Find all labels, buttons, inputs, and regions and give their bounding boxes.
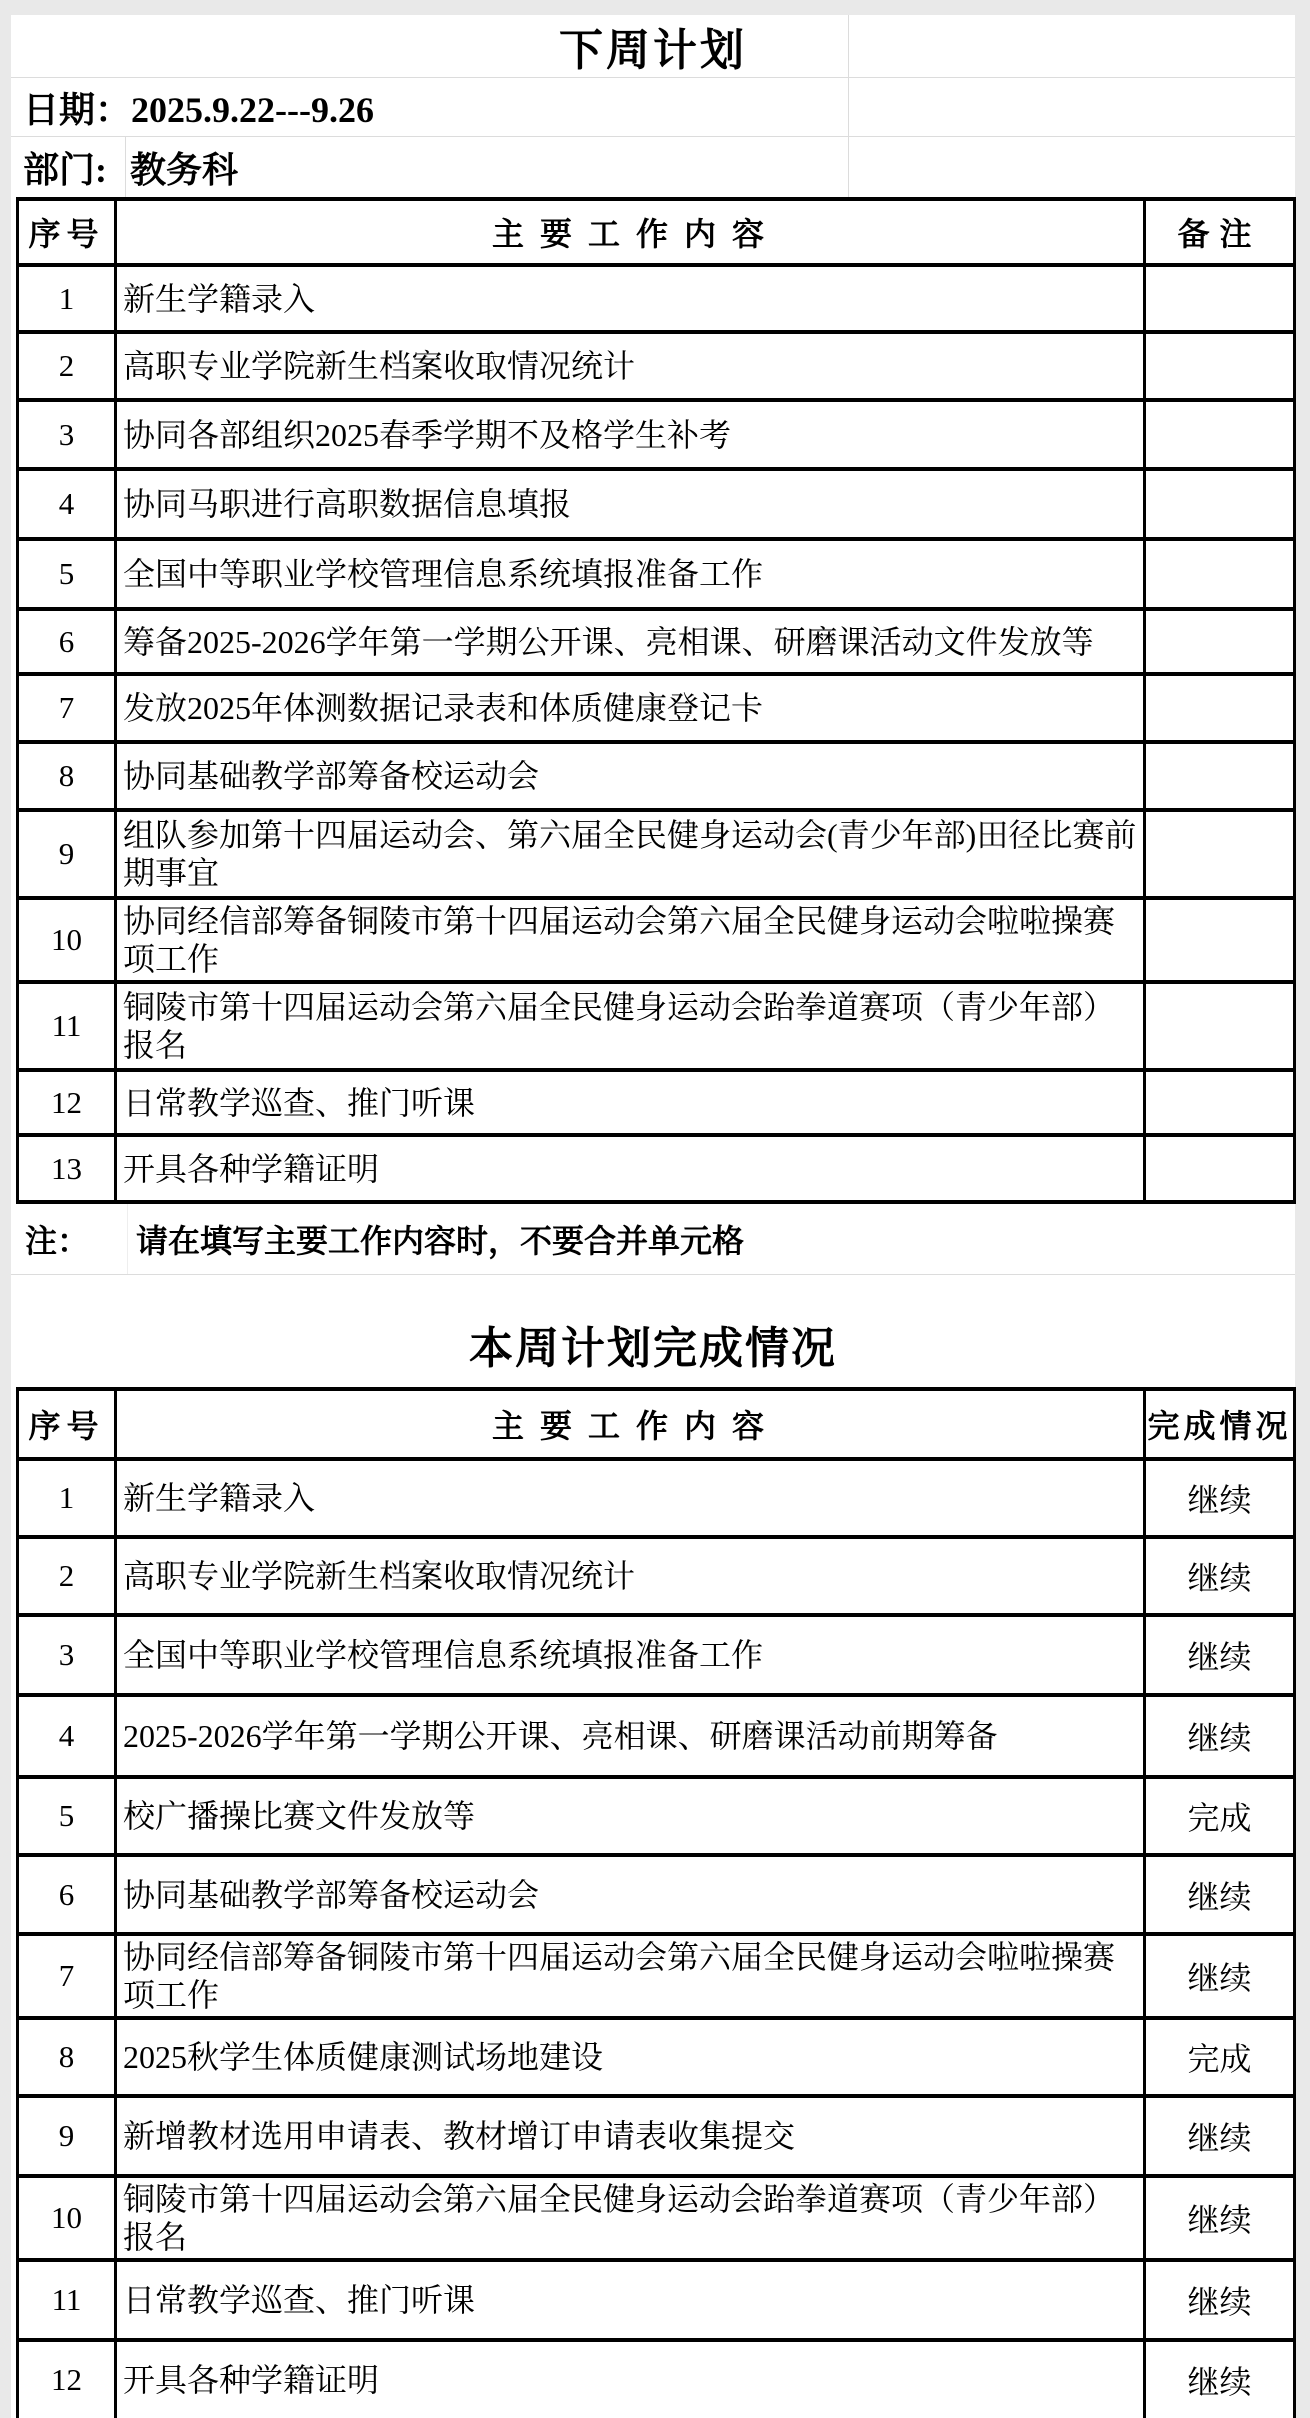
table-header-row	[18, 199, 1295, 265]
row-remark-cell	[1145, 674, 1295, 742]
row-remark-cell	[1145, 469, 1295, 539]
row-remark-cell	[1145, 810, 1295, 898]
row-content: 筹备2025-2026学年第一学期公开课、亮相课、研磨课活动文件发放等	[116, 609, 1145, 674]
table-row	[18, 1070, 1295, 1135]
row-number: 5	[18, 539, 116, 609]
row-status: 继续	[1145, 2096, 1295, 2176]
row-number: 9	[18, 2096, 116, 2176]
row-number: 12	[18, 2340, 116, 2418]
table-row	[18, 1855, 1295, 1934]
table-row	[18, 1695, 1295, 1777]
row-content: 新生学籍录入	[116, 265, 1145, 332]
row-number: 11	[18, 982, 116, 1070]
note-label: 注：	[11, 1204, 128, 1274]
row-status: 继续	[1145, 1459, 1295, 1537]
col-header-remark: 备注	[1145, 199, 1295, 265]
table-row	[18, 609, 1295, 674]
table-row	[18, 898, 1295, 982]
row-status: 继续	[1145, 2340, 1295, 2418]
row-remark-cell	[1145, 265, 1295, 332]
row-content: 开具各种学籍证明	[116, 2340, 1145, 2418]
row-number: 1	[18, 1459, 116, 1537]
row-remark-cell	[1145, 742, 1295, 810]
note-text: 请在填写主要工作内容时，不要合并单元格	[136, 1223, 745, 1259]
table-row	[18, 332, 1295, 400]
table-row	[18, 1934, 1295, 2018]
row-content: 新增教材选用申请表、教材增订申请表收集提交	[116, 2096, 1145, 2176]
row-remark-cell	[1145, 400, 1295, 469]
table-row	[18, 2018, 1295, 2096]
row-number: 1	[18, 265, 116, 332]
table-row	[18, 1537, 1295, 1615]
table-row	[18, 674, 1295, 742]
row-number: 11	[18, 2260, 116, 2340]
row-content: 发放2025年体测数据记录表和体质健康登记卡	[116, 674, 1145, 742]
table-row	[18, 400, 1295, 469]
row-number: 3	[18, 400, 116, 469]
table-row	[18, 265, 1295, 332]
table-row	[18, 982, 1295, 1070]
row-content: 协同基础教学部筹备校运动会	[116, 1855, 1145, 1934]
table-row	[18, 742, 1295, 810]
row-number: 2	[18, 332, 116, 400]
row-status: 继续	[1145, 1934, 1295, 2018]
row-content: 日常教学巡查、推门听课	[116, 1070, 1145, 1135]
row-status: 继续	[1145, 1695, 1295, 1777]
table-row	[18, 2340, 1295, 2418]
row-content: 协同基础教学部筹备校运动会	[116, 742, 1145, 810]
row-content: 高职专业学院新生档案收取情况统计	[116, 332, 1145, 400]
row-content: 开具各种学籍证明	[116, 1135, 1145, 1202]
row-remark-cell	[1145, 539, 1295, 609]
row-number: 10	[18, 2176, 116, 2260]
col-header-content: 主 要 工 作 内 容	[116, 1389, 1145, 1459]
row-number: 8	[18, 742, 116, 810]
row-number: 2	[18, 1537, 116, 1615]
row-content: 全国中等职业学校管理信息系统填报准备工作	[116, 1615, 1145, 1695]
row-content: 高职专业学院新生档案收取情况统计	[116, 1537, 1145, 1615]
row-content: 协同经信部筹备铜陵市第十四届运动会第六届全民健身运动会啦啦操赛项工作	[116, 1934, 1145, 2018]
row-content: 组队参加第十四届运动会、第六届全民健身运动会(青少年部)田径比赛前期事宜	[116, 810, 1145, 898]
row-status: 完成	[1145, 2018, 1295, 2096]
this-week-completion-title: 本周计划完成情况	[469, 1324, 837, 1373]
department-label: 部门:	[11, 137, 126, 197]
col-header-content: 主 要 工 作 内 容	[116, 199, 1145, 265]
sheet-content	[11, 15, 1295, 2418]
row-remark-cell	[1145, 898, 1295, 982]
row-status: 继续	[1145, 2176, 1295, 2260]
row-remark-cell	[1145, 982, 1295, 1070]
row-number: 12	[18, 1070, 116, 1135]
table-row	[18, 810, 1295, 898]
table-row	[18, 1459, 1295, 1537]
row-content: 2025秋学生体质健康测试场地建设	[116, 2018, 1145, 2096]
table-row	[18, 2260, 1295, 2340]
department-row	[11, 137, 1295, 197]
date-text: 日期：2025.9.22---9.26	[23, 89, 374, 130]
section-gap	[11, 1275, 1295, 1301]
next-week-plan-table	[16, 197, 1296, 1204]
row-status: 继续	[1145, 1855, 1295, 1934]
table-row	[18, 1135, 1295, 1202]
row-status: 继续	[1145, 1537, 1295, 1615]
row-content: 全国中等职业学校管理信息系统填报准备工作	[116, 539, 1145, 609]
table-row	[18, 1615, 1295, 1695]
note-row	[11, 1204, 1295, 1275]
row-content: 新生学籍录入	[116, 1459, 1145, 1537]
row-number: 6	[18, 609, 116, 674]
table-row	[18, 2096, 1295, 2176]
row-number: 5	[18, 1777, 116, 1855]
row-remark-cell	[1145, 1135, 1295, 1202]
row-content: 日常教学巡查、推门听课	[116, 2260, 1145, 2340]
row-number: 7	[18, 1934, 116, 2018]
row-number: 8	[18, 2018, 116, 2096]
row-content: 校广播操比赛文件发放等	[116, 1777, 1145, 1855]
row-remark-cell	[1145, 1070, 1295, 1135]
row-remark-cell	[1145, 332, 1295, 400]
row-content: 协同马职进行高职数据信息填报	[116, 469, 1145, 539]
table-row	[18, 2176, 1295, 2260]
row-remark-cell	[1145, 609, 1295, 674]
col-header-no: 序号	[18, 1389, 116, 1459]
col-header-status: 完成情况	[1145, 1389, 1295, 1459]
row-number: 4	[18, 1695, 116, 1777]
table-row	[18, 539, 1295, 609]
row-number: 4	[18, 469, 116, 539]
next-week-plan-title: 下周计划	[11, 15, 1295, 78]
table-row	[18, 1777, 1295, 1855]
row-content: 铜陵市第十四届运动会第六届全民健身运动会跆拳道赛项（青少年部）报名	[116, 982, 1145, 1070]
grid-line	[848, 15, 849, 197]
row-number: 9	[18, 810, 116, 898]
date-row	[11, 78, 1295, 137]
row-number: 10	[18, 898, 116, 982]
row-content: 协同经信部筹备铜陵市第十四届运动会第六届全民健身运动会啦啦操赛项工作	[116, 898, 1145, 982]
row-number: 7	[18, 674, 116, 742]
department-value: 教务科	[130, 149, 239, 190]
table-header-row	[18, 1389, 1295, 1459]
table-row	[18, 469, 1295, 539]
row-content: 铜陵市第十四届运动会第六届全民健身运动会跆拳道赛项（青少年部）报名	[116, 2176, 1145, 2260]
row-number: 6	[18, 1855, 116, 1934]
this-week-completion-table	[16, 1387, 1296, 2418]
row-number: 13	[18, 1135, 116, 1202]
row-status: 继续	[1145, 1615, 1295, 1695]
row-content: 2025-2026学年第一学期公开课、亮相课、研磨课活动前期筹备	[116, 1695, 1145, 1777]
row-number: 3	[18, 1615, 116, 1695]
row-status: 继续	[1145, 2260, 1295, 2340]
row-status: 完成	[1145, 1777, 1295, 1855]
row-content: 协同各部组织2025春季学期不及格学生补考	[116, 400, 1145, 469]
col-header-no: 序号	[18, 199, 116, 265]
